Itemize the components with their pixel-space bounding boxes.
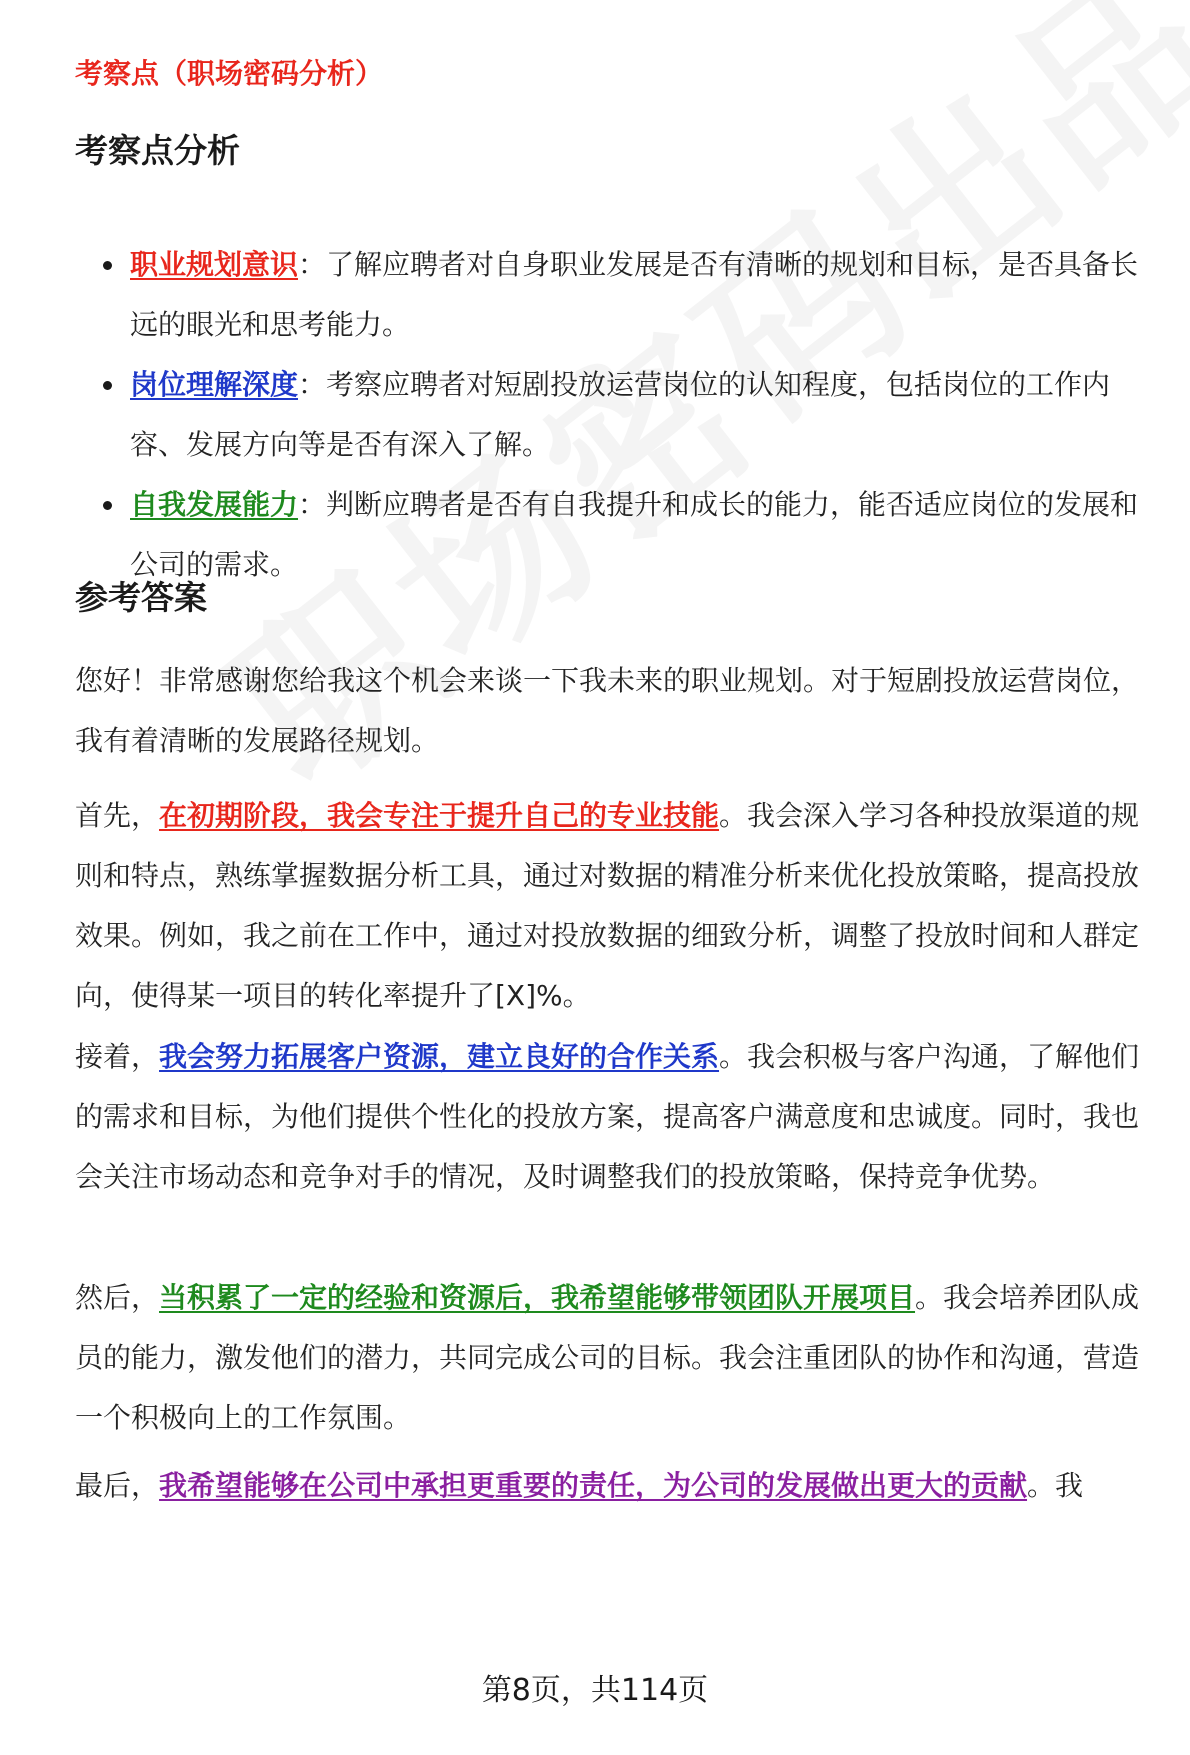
analysis-item-text: ：考察应聘者对短剧投放运营岗位的认知程度，包括岗位的工作内容、发展方向等是否有深入了解。 (130, 368, 1111, 461)
paragraph-lead: 最后， (75, 1469, 160, 1502)
paragraph-lead: 接着， (75, 1040, 160, 1073)
analysis-list (75, 235, 1165, 595)
paragraph-text: 。我会培养团队成员的能力，激发他们的潜力，共同完成公司的目标。我会注重团队的协作和沟通，营造一个积极向上的工作氛围。 (75, 1281, 1140, 1434)
bullet-icon (103, 501, 112, 510)
paragraph-text: 。我会深入学习各种投放渠道的规则和特点，熟练掌握数据分析工具，通过对数据的精准分析来优化投放策略，提高投放效果。例如，我之前在工作中，通过对投放数据的细致分析，调整了投放时间和人群定向，使得某一项目的转化率提升了[X]%。 (75, 799, 1140, 1012)
paragraph-lead: 然后， (75, 1281, 160, 1314)
highlight-skills: 在初期阶段，我会专注于提升自己的专业技能 (159, 799, 720, 832)
answer-paragraph-4 (75, 1456, 1165, 1516)
bullet-icon (103, 381, 112, 390)
answer-paragraph-2 (75, 1027, 1165, 1207)
analysis-item-text: ：了解应聘者对自身职业发展是否有清晰的规划和目标，是否具备长远的眼光和思考能力。 (130, 248, 1139, 341)
paragraph-text: 。我 (1027, 1469, 1084, 1502)
paragraph-text: 。我会积极与客户沟通，了解他们的需求和目标，为他们提供个性化的投放方案，提高客户满意度和忠诚度。同时，我也会关注市场动态和竞争对手的情况，及时调整我们的投放策略，保持竞争优势。 (75, 1040, 1140, 1193)
highlight-clients: 我会努力拓展客户资源，建立良好的合作关系 (159, 1040, 720, 1073)
answer-paragraph-3 (75, 1268, 1165, 1448)
answer-paragraph-1 (75, 786, 1165, 1026)
analysis-item-text: ：判断应聘者是否有自我提升和成长的能力，能否适应岗位的发展和公司的需求。 (130, 488, 1139, 581)
highlight-team: 当积累了一定的经验和资源后，我希望能够带领团队开展项目 (159, 1281, 916, 1314)
analysis-item-career-planning (75, 235, 1165, 355)
topic-heading: 考察点（职场密码分析） (75, 57, 384, 90)
answer-intro: 您好！非常感谢您给我这个机会来谈一下我未来的职业规划。对于短剧投放运营岗位，我有着清晰的发展路径规划。 (75, 664, 1140, 757)
paragraph-lead: 首先， (75, 799, 160, 832)
analysis-title: 考察点分析 (75, 131, 240, 170)
answer-title: 参考答案 (75, 578, 207, 617)
bullet-icon (103, 261, 112, 270)
highlight-responsibility: 我希望能够在公司中承担更重要的责任，为公司的发展做出更大的贡献 (159, 1469, 1028, 1502)
keyword-role-understanding: 岗位理解深度 (130, 368, 299, 401)
analysis-item-role-understanding (75, 355, 1165, 475)
keyword-career-planning: 职业规划意识 (130, 248, 299, 281)
analysis-item-self-development (75, 475, 1165, 595)
keyword-self-development: 自我发展能力 (130, 488, 299, 521)
page-number: 第8页，共114页 (481, 1673, 709, 1708)
